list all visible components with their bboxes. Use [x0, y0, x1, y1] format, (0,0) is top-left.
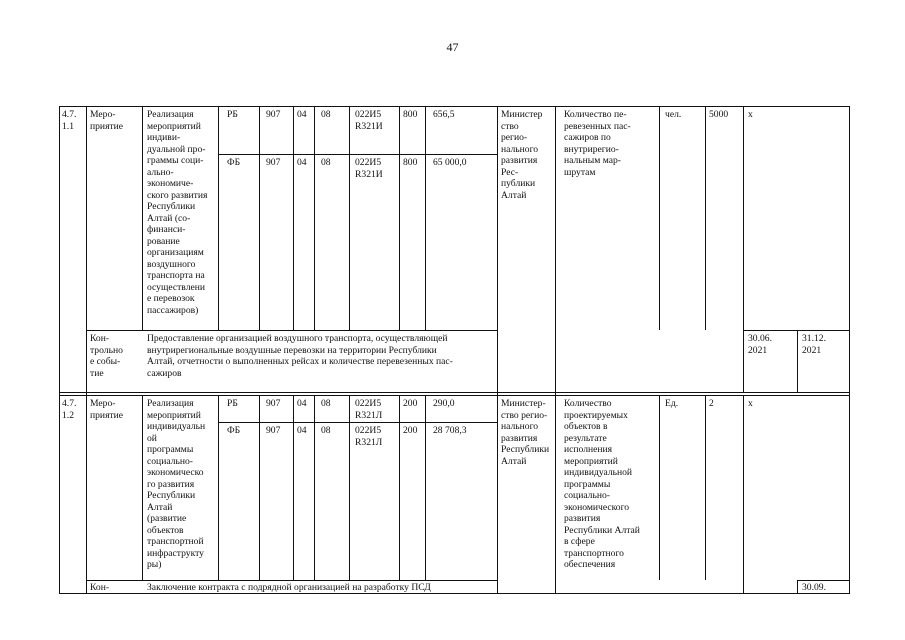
column-line [142, 106, 143, 330]
funding-target-article: 022И5 R321И [355, 109, 383, 132]
funding-grbs: 907 [266, 157, 281, 168]
event-start-date: 30.06. 2021 [748, 333, 772, 356]
event-type: Кон- [90, 582, 110, 593]
funding-subsection: 08 [321, 425, 331, 436]
measure-number: 4.7. 1.2 [62, 398, 77, 421]
funding-grbs: 907 [266, 109, 281, 120]
column-line [293, 395, 294, 580]
indicator: Количество пе- ревезенных пас- сажиров по внутрирегио- нальным мар- шрутам [564, 109, 631, 178]
measure-number: 4.7. 1.1 [62, 109, 77, 132]
event-description: Предоставление организацией воздушного транспорта, осуществляющей внутрирегиональные воздушные перевозки на территории Республики Алтай, отчетности о выполненных рейсах и количестве перевезенных пас- сажиров [147, 333, 453, 379]
column-line [659, 395, 660, 580]
measure-type: Меро- приятие [90, 398, 124, 421]
funding-amount: 656,5 [433, 109, 455, 120]
column-line [86, 106, 87, 594]
funding-grbs: 907 [266, 398, 281, 409]
row-divider [59, 392, 849, 393]
indicator-unit: чел. [665, 109, 682, 120]
funding-expense-type: 800 [403, 109, 418, 120]
funding-amount: 65 000,0 [433, 157, 467, 168]
column-line [425, 395, 426, 580]
column-line [314, 395, 315, 580]
column-line [797, 330, 798, 392]
indicator-value: 2 [709, 398, 714, 409]
indicator-value: 5000 [709, 109, 729, 120]
measure-type: Меро- приятие [90, 109, 124, 132]
event-end-date: 31.12. 2021 [802, 333, 826, 356]
date-mark: х [748, 398, 753, 409]
column-line [142, 395, 143, 580]
column-line [743, 395, 744, 594]
funding-amount: 28 708,3 [433, 425, 467, 436]
column-line [705, 395, 706, 580]
column-line [497, 106, 498, 594]
row-divider [797, 580, 849, 581]
funding-section: 04 [297, 109, 307, 120]
measures-table [59, 106, 849, 594]
funding-expense-type: 200 [403, 398, 418, 409]
funding-section: 04 [297, 398, 307, 409]
column-line [218, 106, 219, 330]
column-line [349, 395, 350, 580]
funding-target-article: 022И5 R321Л [355, 425, 383, 448]
column-line [849, 106, 850, 594]
row-divider [86, 330, 497, 331]
event-description: Заключение контракта с подрядной организацией на разработку ПСД [147, 582, 431, 593]
event-end-date: 30.09. [802, 582, 826, 593]
column-line [349, 106, 350, 330]
funding-target-article: 022И5 R321Л [355, 398, 383, 421]
column-line [399, 106, 400, 330]
column-line [59, 106, 60, 594]
row-divider [86, 580, 497, 581]
row-divider [743, 330, 849, 331]
column-line [743, 106, 744, 392]
column-line [555, 106, 556, 594]
indicator: Количество проектируемых объектов в результате исполнения мероприятий индивидуальной программы социально- экономического развития Республики Алтай в сфере транспортного обеспечения [564, 398, 640, 570]
row-divider [59, 395, 849, 396]
funding-target-article: 022И5 R321И [355, 157, 383, 180]
date-mark: х [748, 109, 753, 120]
funding-source: РБ [227, 109, 238, 120]
funding-source: ФБ [227, 157, 241, 168]
column-line [293, 106, 294, 330]
measure-name: Реализация мероприятий индивидуальн ой программы социально- экономическо го развития Республики Алтай (развитие объектов транспортной инфраструкту ры) [147, 398, 206, 570]
executor: Министер- ство регио- нального развития Республики Алтай [501, 398, 550, 467]
column-line [259, 106, 260, 330]
funding-expense-type: 200 [403, 425, 418, 436]
column-line [659, 106, 660, 330]
column-line [314, 106, 315, 330]
column-line [399, 395, 400, 580]
funding-source: ФБ [227, 425, 241, 436]
column-line [705, 106, 706, 330]
column-line [425, 106, 426, 330]
funding-amount: 290,0 [433, 398, 455, 409]
funding-source: РБ [227, 398, 238, 409]
funding-subsection: 08 [321, 398, 331, 409]
column-line [259, 395, 260, 580]
column-line [797, 580, 798, 594]
measure-name: Реализация мероприятий индиви- дуальной про- граммы соци- ально- экономиче- ского развития Республики Алтай (со- финанси- рование организациям воздушного транспорта на осуществлени е перевозок пассажиров) [147, 109, 208, 316]
funding-grbs: 907 [266, 425, 281, 436]
table-top-border [59, 106, 849, 107]
funding-subsection: 08 [321, 157, 331, 168]
event-type: Кон- трольно е собы- тие [90, 333, 123, 379]
funding-expense-type: 800 [403, 157, 418, 168]
funding-section: 04 [297, 425, 307, 436]
executor: Министер ство регио- нального развития Рес- публики Алтай [501, 109, 543, 201]
page-number: 47 [446, 40, 459, 54]
funding-section: 04 [297, 157, 307, 168]
funding-subsection: 08 [321, 109, 331, 120]
indicator-unit: Ед. [665, 398, 679, 409]
column-line [218, 395, 219, 580]
